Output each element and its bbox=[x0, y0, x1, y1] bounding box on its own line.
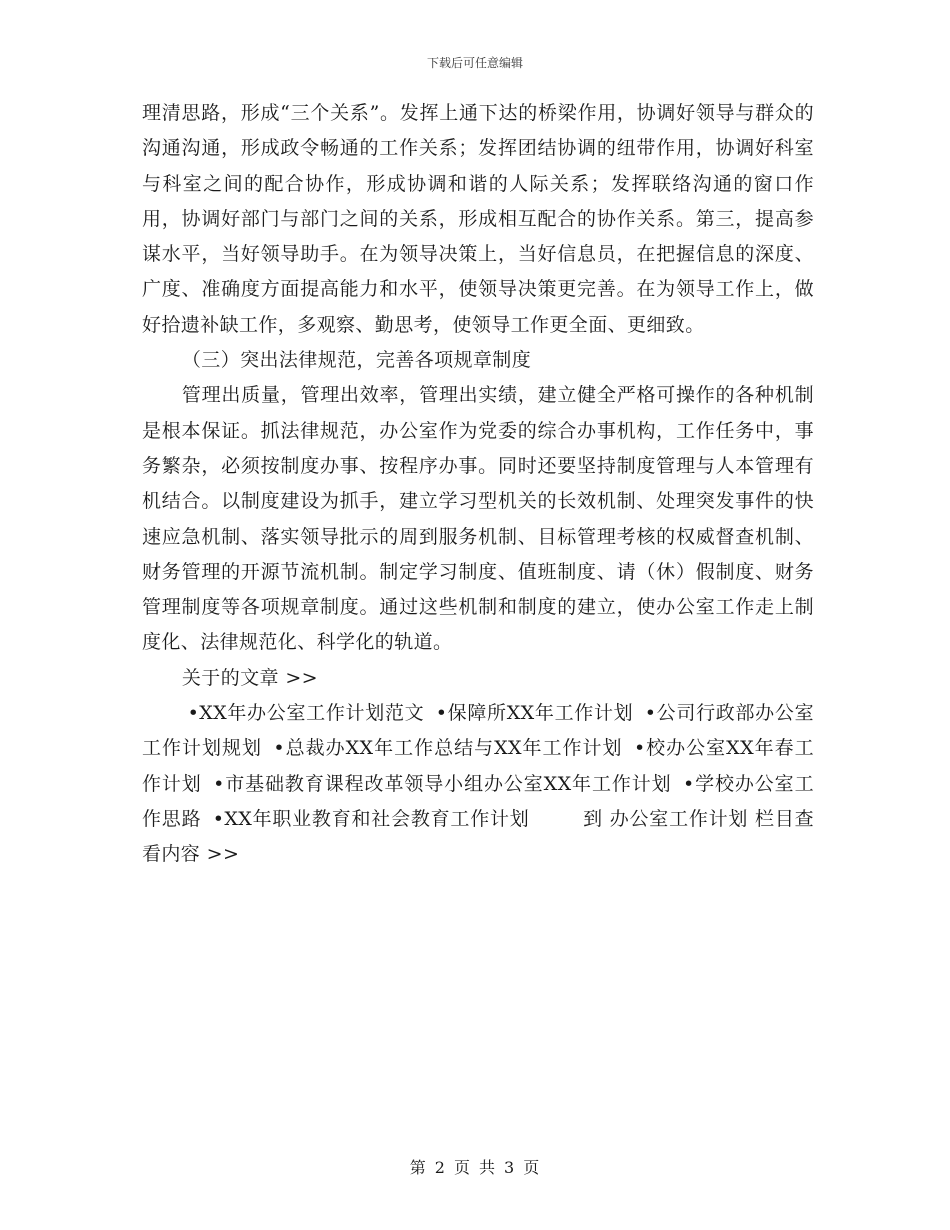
page-header: 下载后可任意编辑 bbox=[426, 56, 523, 70]
related-link[interactable]: •学校办公室工作思路 bbox=[142, 772, 814, 830]
page-number-footer bbox=[0, 1155, 950, 1178]
related-link[interactable]: •总裁办XX年工作总结与XX年工作计划 bbox=[273, 737, 623, 760]
related-link[interactable]: •XX年职业教育和社会教育工作计划 bbox=[212, 807, 530, 830]
related-link[interactable]: •校办公室XX年春工作计划 bbox=[142, 737, 815, 795]
related-link[interactable]: •市基础教育课程改革领导小组办公室XX年工作计划 bbox=[213, 772, 672, 795]
related-link[interactable]: •公司行政部办公室工作计划规划 bbox=[142, 702, 814, 760]
footer-label: 页 bbox=[453, 1158, 471, 1177]
footer-label: 第 bbox=[409, 1158, 427, 1177]
related-articles-list bbox=[142, 696, 814, 872]
paragraph-regulations: 管理出质量，管理出效率，管理出实绩，建立健全严格可操作的各种机制是根本保证。抓法律规范，办公室作为党委的综合办事机构，工作任务中，事务繁杂，必须按制度办事、按程序办事。同时还要坚持制度管理与人本管理有机结合。以制度建设为抓手，建立学习型机关的长效机制、处理突发事件的快速应急机制、落实领导批示的周到服务机制、目标管理考核的权威督查机制、财务管理的开源节流机制。制定学习制度、值班制度、请（休）假制度、财务管理制度等各项规章制度。通过这些机制和制度的建立，使办公室工作走上制度化、法律规范化、科学化的轨道。 bbox=[142, 384, 814, 654]
total-pages: 3 bbox=[504, 1158, 516, 1177]
document-body bbox=[142, 96, 814, 873]
paragraph-three-relations: 理清思路，形成“三个关系”。发挥上通下达的桥梁作用，协调好领导与群众的沟通沟通，形成政令畅通的工作关系；发挥团结协调的纽带作用，协调好科室与科室之间的配合协作，形成协调和谐的人际关系；发挥联络沟通的窗口作用，协调好部门与部门之间的关系，形成相互配合的协作关系。第三，提高参谋水平，当好领导助手。在为领导决策上，当好信息员，在把握信息的深度、广度、准确度方面提高能力和水平，使领导决策更完善。在为领导工作上，做好拾遗补缺工作，多观察、勤思考，使领导工作更全面、更细致。 bbox=[142, 102, 814, 336]
more-prefix: 到 bbox=[582, 807, 603, 830]
footer-label: 页 bbox=[523, 1158, 541, 1177]
current-page: 2 bbox=[434, 1158, 446, 1177]
related-articles-title: 关于的文章 >> bbox=[181, 666, 318, 689]
more-column-link[interactable]: 办公室工作计划 bbox=[609, 807, 749, 830]
more-suffix[interactable]: 栏目查看内容 >> bbox=[142, 807, 815, 866]
related-link[interactable]: •XX年办公室工作计划范文 bbox=[187, 702, 425, 725]
footer-label: 共 bbox=[479, 1158, 497, 1177]
section-heading: （三）突出法律规范，完善各项规章制度 bbox=[181, 349, 532, 372]
related-link[interactable]: •保障所XX年工作计划 bbox=[435, 702, 634, 725]
